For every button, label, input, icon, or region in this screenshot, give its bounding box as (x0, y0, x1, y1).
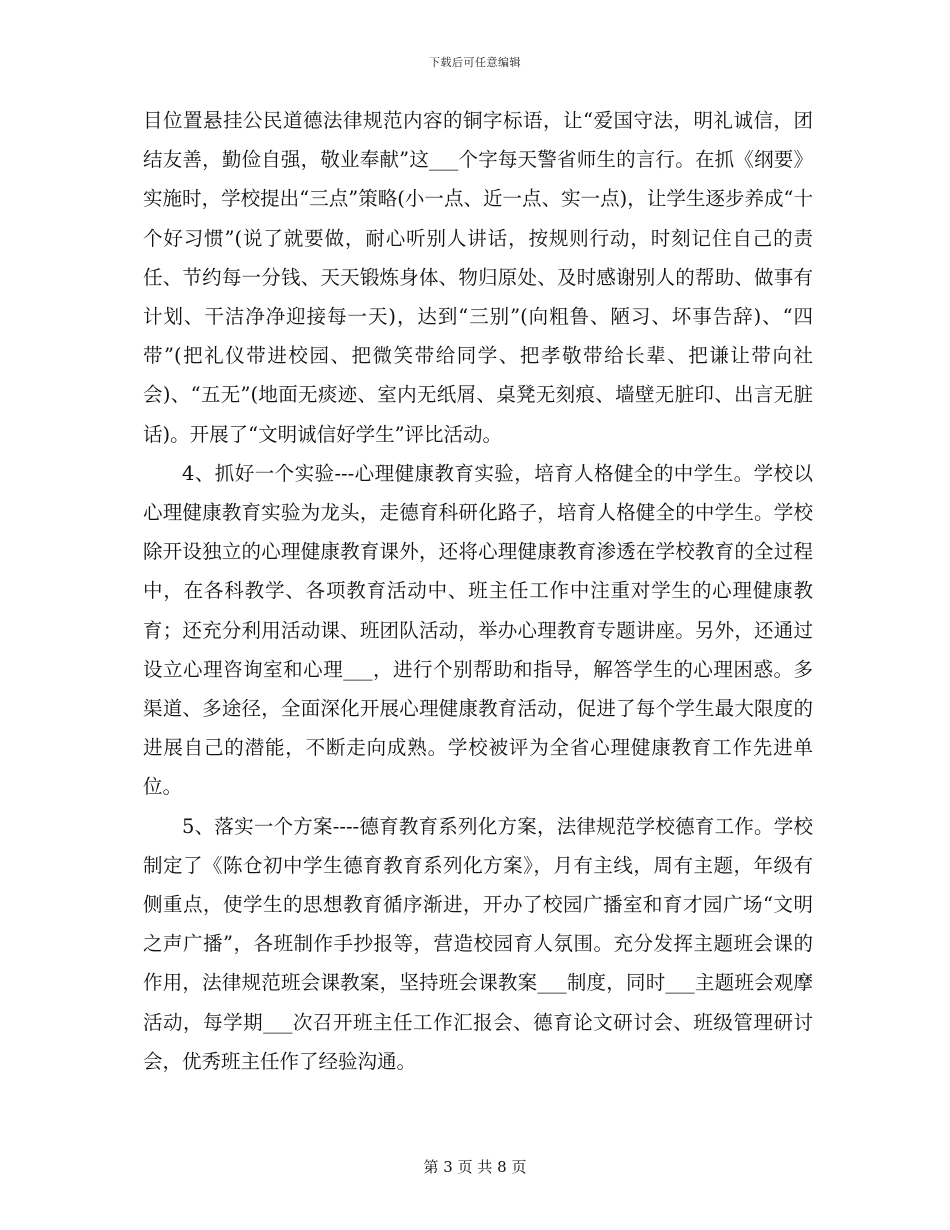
paragraph-item-4: 4、抓好一个实验---心理健康教育实验，培育人格健全的中学生。学校以心理健康教育实验为龙头，走德育科研化路子，培育人格健全的中学生。学校除开设独立的心理健康教育课外，还将心理健康教育渗透在学校教育的全过程中，在各科教学、各项教育活动中、班主任工作中注重对学生的心理健康教育；还充分利用活动课、班团队活动，举办心理教育专题讲座。另外，还通过设立心理咨询室和心理___，进行个别帮助和指导，解答学生的心理困惑。多渠道、多途径，全面深化开展心理健康教育活动，促进了每个学生最大限度的进展自己的潜能，不断走向成熟。学校被评为全省心理健康教育工作先进单位。 (143, 461, 813, 799)
paragraph-item-5: 5、落实一个方案----德育教育系列化方案，法律规范学校德育工作。学校制定了《陈仓初中学生德育教育系列化方案》，月有主线，周有主题，年级有侧重点，使学生的思想教育循序渐进，开办了校园广播室和育才园广场“文明之声广播”，各班制作手抄报等，营造校园育人氛围。充分发挥主题班会课的作用，法律规范班会课教案，坚持班会课教案___制度，同时___主题班会观摩活动，每学期___次召开班主任工作汇报会、德育论文研讨会、班级管理研讨会，优秀班主任作了经验沟通。 (143, 814, 813, 1073)
paragraph-continuation: 目位置悬挂公民道德法律规范内容的铜字标语，让“爱国守法，明礼诚信，团结友善，勤俭自强，敬业奉献”这___个字每天警省师生的言行。在抓《纲要》实施时，学校提出“三点”策略(小一点、近一点、实一点)，让学生逐步养成“十个好习惯”(说了就要做，耐心听别人讲话，按规则行动，时刻记住自己的责任、节约每一分钱、天天锻炼身体、物归原处、及时感谢别人的帮助、做事有计划、干洁净净迎接每一天)，达到“三别”(向粗鲁、陋习、坏事告辞)、“四带”(把礼仪带进校园、把微笑带给同学、把孝敬带给长辈、把谦让带向社会)、“五无”(地面无痰迹、室内无纸屑、桌凳无刻痕、墙壁无脏印、出言无脏话)。开展了“文明诚信好学生”评比活动。 (143, 109, 813, 446)
document-body (143, 101, 813, 1081)
page-header-note: 下载后可任意编辑 (429, 56, 521, 69)
page-number: 第 3 页 共 8 页 (423, 1158, 527, 1176)
